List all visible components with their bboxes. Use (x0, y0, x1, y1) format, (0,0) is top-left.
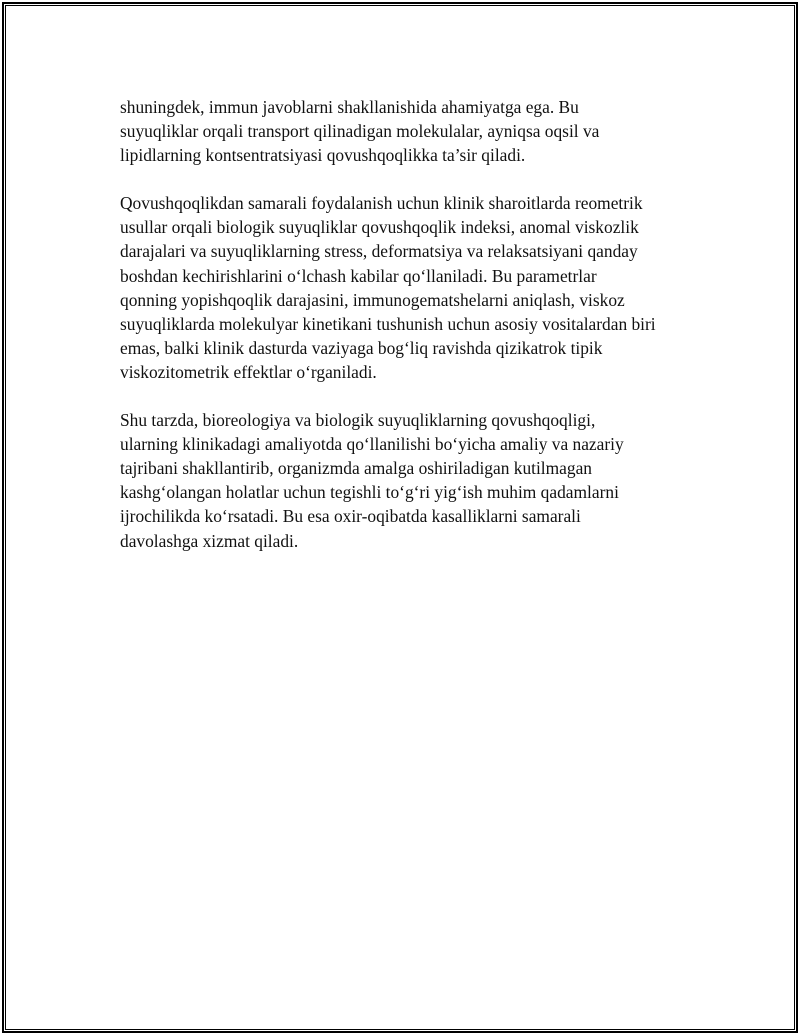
text-line: suyuqliklarda molekulyar kinetikani tushunish uchun asosiy vositalardan biri (120, 313, 656, 334)
text-line: shuningdek, immun javoblarni shakllanishida ahamiyatga ega. Bu (120, 97, 579, 117)
text-line: qonning yopishqoqlik darajasini, immunogematshelarni aniqlash, viskoz (120, 289, 625, 310)
paragraph-1 (120, 95, 700, 167)
text-line: viskozitometrik effektlar oʻrganiladi. (120, 361, 377, 382)
text-line: davolashga xizmat qiladi. (120, 530, 299, 551)
text-line: ularning klinikadagi amaliyotda qoʻllanilishi boʻyicha amaliy va nazariy (120, 434, 624, 455)
text-line: Qovushqoqlikdan samarali foydalanish uchun klinik sharoitlarda reometrik (120, 193, 643, 214)
text-line: ijrochilikda koʻrsatadi. Bu esa oxir-oqibatda kasalliklarni samarali (120, 506, 581, 527)
text-line: tajribani shakllantirib, organizmda amalga oshiriladigan kutilmagan (120, 458, 592, 479)
text-line: kashgʻolangan holatlar uchun tegishli toʻgʻri yigʻish muhim qadamlarni (120, 482, 619, 503)
document-body (120, 95, 700, 577)
text-line: darajalari va suyuqliklarning stress, deformatsiya va relaksatsiyani qanday (120, 241, 638, 262)
paragraph-2 (120, 191, 700, 384)
page-border (2, 2, 798, 1033)
text-line: boshdan kechirishlarini oʻlchash kabilar qoʻllaniladi. Bu parametrlar (120, 265, 597, 286)
paragraph-3 (120, 408, 700, 553)
text-line: Shu tarzda, bioreologiya va biologik suyuqliklarning qovushqoqligi, (120, 410, 596, 431)
text-line: lipidlarning kontsentratsiyasi qovushqoqlikka ta’sir qiladi. (120, 145, 526, 166)
text-line: suyuqliklar orqali transport qilinadigan molekulalar, ayniqsa oqsil va (120, 121, 600, 142)
text-line: usullar orqali biologik suyuqliklar qovushqoqlik indeksi, anomal viskozlik (120, 217, 639, 238)
text-line: emas, balki klinik dasturda vaziyaga bogʻliq ravishda qizikatrok tipik (120, 337, 603, 358)
